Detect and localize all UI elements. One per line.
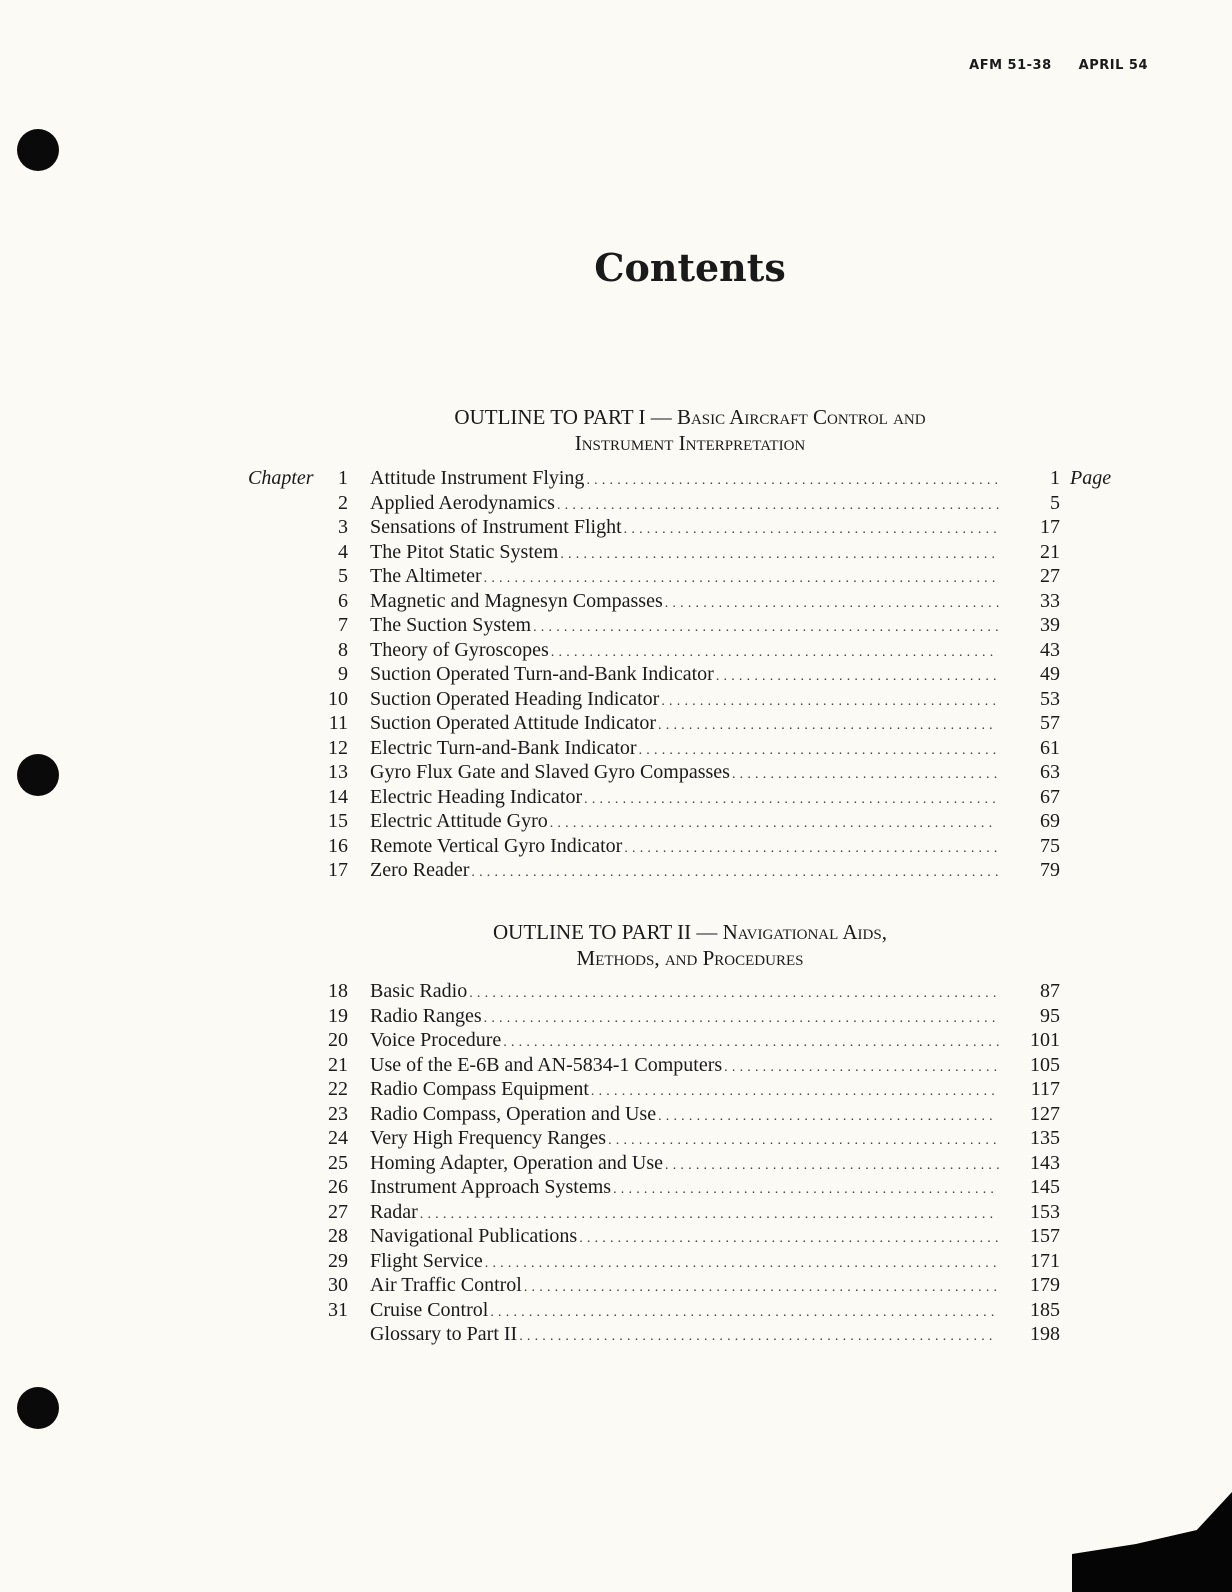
dot-leader: ................................... <box>731 767 1002 782</box>
chapter-number: 10 <box>328 687 348 710</box>
dot-leader: ............................................ <box>664 595 1004 611</box>
toc-entry[interactable] <box>240 589 1120 614</box>
page-number: 135 <box>1030 1127 1060 1149</box>
chapter-number: 7 <box>338 614 348 636</box>
page-label: Page <box>1070 467 1112 489</box>
dot-leader: ..................................................... <box>590 1084 999 1099</box>
chapter-number: 19 <box>328 1004 348 1027</box>
chapter-title: Electric Heading Indicator <box>370 785 583 808</box>
chapter-title: Flight Service <box>370 1249 483 1272</box>
chapter-number: 12 <box>328 736 348 759</box>
page-number: 171 <box>1030 1249 1060 1272</box>
dot-leader: ..................................................................... <box>469 986 1001 1001</box>
toc-entry[interactable] <box>240 491 1120 516</box>
part2-heading <box>260 919 1120 971</box>
chapter-label: Chapter <box>248 467 314 489</box>
toc-entry[interactable] <box>240 687 1120 712</box>
chapter-number: 4 <box>338 540 348 563</box>
page-number: 39 <box>1040 614 1060 636</box>
dot-leader: ..................................... <box>715 669 1001 684</box>
chapter-title: Cruise Control <box>370 1298 489 1321</box>
chapter-title: Sensations of Instrument Flight <box>370 516 622 538</box>
chapter-number: 13 <box>328 761 348 783</box>
chapter-number: 26 <box>328 1176 348 1198</box>
chapter-number: 8 <box>338 638 348 661</box>
toc-entry[interactable] <box>240 1102 1120 1127</box>
page-number: 61 <box>1040 736 1060 759</box>
chapter-number: 30 <box>328 1274 348 1296</box>
dot-leader: .................................... <box>724 1059 1002 1075</box>
toc-entry[interactable] <box>240 1249 1120 1274</box>
dot-leader: ...................................................... <box>584 791 1000 807</box>
page-number: 101 <box>1030 1029 1060 1051</box>
toc-entry[interactable] <box>240 1322 1120 1347</box>
chapter-title: Zero Reader <box>370 859 470 881</box>
page-number: 49 <box>1040 663 1060 685</box>
toc-entry[interactable] <box>240 1224 1120 1249</box>
dot-leader: ................................................................... <box>484 1255 1001 1271</box>
toc-entry[interactable] <box>240 1028 1120 1053</box>
dot-leader: ...................................................... <box>586 473 1003 488</box>
part2-heading-sub: Navigational Aids, <box>722 920 887 944</box>
chapter-title: Electric Attitude Gyro <box>370 810 548 832</box>
chapter-number: 16 <box>328 834 348 857</box>
toc-entry[interactable] <box>240 515 1120 540</box>
dot-leader: ................................................. <box>624 840 1002 856</box>
chapter-title: Homing Adapter, Operation and Use <box>370 1151 664 1174</box>
chapter-number: 23 <box>328 1102 348 1125</box>
page-number: 33 <box>1040 589 1060 612</box>
document-number: AFM 51-38 <box>969 58 1052 73</box>
chapter-title: Remote Vertical Gyro Indicator <box>370 834 623 857</box>
page-title: Contents <box>594 245 786 290</box>
chapter-title: Magnetic and Magnesyn Compasses <box>370 589 663 612</box>
chapter-title: Instrument Approach Systems <box>370 1176 612 1198</box>
toc-entry[interactable] <box>240 613 1120 638</box>
chapter-number: 21 <box>328 1053 348 1076</box>
page-number: 157 <box>1030 1225 1060 1247</box>
punch-hole <box>17 1387 59 1429</box>
page-number: 53 <box>1040 687 1060 710</box>
chapter-title: Gyro Flux Gate and Slaved Gyro Compasses <box>370 761 730 783</box>
chapter-title: Suction Operated Heading Indicator <box>370 687 660 710</box>
dot-leader: ......................................................... <box>560 546 1000 562</box>
toc-entry[interactable] <box>240 785 1120 810</box>
toc-entry[interactable] <box>240 564 1120 589</box>
page-number: 198 <box>1030 1323 1060 1345</box>
chapter-number: 25 <box>328 1151 348 1174</box>
part2-heading-sub2: Methods, and Procedures <box>576 946 804 970</box>
chapter-title: Theory of Gyroscopes <box>370 638 549 661</box>
chapter-title: Radar <box>370 1200 418 1223</box>
toc-entry[interactable] <box>240 662 1120 687</box>
chapter-number: 22 <box>328 1078 348 1100</box>
chapter-title: Use of the E-6B and AN-5834-1 Computers <box>370 1053 723 1076</box>
page-number: 79 <box>1040 859 1060 881</box>
dot-leader: ............................................ <box>661 693 1001 709</box>
page-number: 63 <box>1040 761 1060 783</box>
toc-entry[interactable] <box>240 1126 1120 1151</box>
chapter-title: Navigational Publications <box>370 1225 578 1247</box>
chapter-number: 15 <box>328 810 348 832</box>
page-number: 145 <box>1030 1176 1060 1198</box>
chapter-number: 24 <box>328 1127 348 1149</box>
dot-leader: ................................................. <box>623 522 1001 537</box>
dot-leader: .......................................................... <box>549 816 997 831</box>
toc-entry[interactable] <box>240 858 1120 883</box>
chapter-title: Attitude Instrument Flying <box>370 467 585 489</box>
dot-leader: ................................................................... <box>483 571 1000 586</box>
page-number: 179 <box>1030 1274 1060 1296</box>
dot-leader: .......................................................... <box>556 497 1004 513</box>
toc-entry[interactable] <box>240 1004 1120 1029</box>
punch-hole <box>17 754 59 796</box>
page-number: 67 <box>1040 785 1060 808</box>
page-number: 95 <box>1040 1004 1060 1027</box>
chapter-number: 20 <box>328 1029 348 1051</box>
punch-hole <box>17 129 59 171</box>
toc-entry[interactable] <box>240 638 1120 663</box>
chapter-title: Applied Aerodynamics <box>370 491 555 514</box>
dot-leader: .............................................................. <box>523 1280 1002 1295</box>
dot-leader: ............................................ <box>658 1108 997 1124</box>
page-header <box>947 58 1148 73</box>
page-number: 153 <box>1030 1200 1060 1223</box>
part1-heading-main: OUTLINE TO PART I — <box>454 405 672 429</box>
dot-leader: ............................................ <box>665 1157 1004 1173</box>
chapter-title: Very High Frequency Ranges <box>370 1127 607 1149</box>
document-date: APRIL 54 <box>1078 58 1148 73</box>
part2-heading-main: OUTLINE TO PART II — <box>493 920 718 944</box>
dot-leader: ................................................................... <box>483 1010 1000 1026</box>
toc-entry[interactable] <box>240 979 1120 1004</box>
chapter-number: 6 <box>338 589 348 612</box>
toc-entry[interactable] <box>240 809 1120 834</box>
scan-shadow-corner <box>1072 1492 1232 1592</box>
page-number: 5 <box>1050 491 1060 514</box>
page-number: 57 <box>1040 712 1060 734</box>
chapter-title: The Pitot Static System <box>370 540 559 563</box>
page-number: 127 <box>1030 1102 1060 1125</box>
chapter-number: 27 <box>328 1200 348 1223</box>
chapter-title: Voice Procedure <box>370 1029 502 1051</box>
chapter-title: Radio Compass, Operation and Use <box>370 1102 657 1125</box>
dot-leader: ....................................................... <box>579 1231 1003 1246</box>
chapter-number: 5 <box>338 565 348 587</box>
part1-heading <box>260 404 1120 456</box>
part2-contents-list <box>240 979 1120 1347</box>
part1-heading-sub: Basic Aircraft Control and <box>676 405 926 429</box>
chapter-number: 31 <box>328 1298 348 1321</box>
chapter-title: The Altimeter <box>370 565 482 587</box>
toc-entry[interactable] <box>240 711 1120 736</box>
page-number: 87 <box>1040 980 1060 1002</box>
page-number: 1 <box>1050 467 1060 489</box>
toc-entry[interactable] <box>240 1175 1120 1200</box>
toc-entry[interactable] <box>240 834 1120 859</box>
dot-leader: ............................................... <box>638 742 1001 758</box>
page-number: 75 <box>1040 834 1060 857</box>
toc-entry[interactable] <box>240 760 1120 785</box>
toc-entry[interactable] <box>240 1053 1120 1078</box>
dot-leader: .................................................................. <box>490 1304 999 1320</box>
toc-entry[interactable] <box>240 466 1120 491</box>
dot-leader: ........................................................................... <box>419 1206 998 1222</box>
dot-leader: ..................................................................... <box>471 865 1003 880</box>
toc-entry[interactable] <box>240 1151 1120 1176</box>
chapter-number: 1 <box>338 467 348 489</box>
chapter-title: Glossary to Part II <box>370 1323 518 1345</box>
dot-leader: ............................................ <box>658 718 997 733</box>
toc-entry[interactable] <box>240 1298 1120 1323</box>
page-number: 185 <box>1030 1298 1060 1321</box>
chapter-number: 17 <box>328 859 348 881</box>
chapter-number: 2 <box>338 491 348 514</box>
dot-leader: ................................................................. <box>503 1035 1004 1050</box>
part1-contents-list <box>240 466 1120 883</box>
chapter-title: Radio Ranges <box>370 1004 482 1027</box>
dot-leader: .................................................. <box>613 1182 999 1197</box>
page-number: 17 <box>1040 516 1060 538</box>
chapter-number: 29 <box>328 1249 348 1272</box>
page-number: 21 <box>1040 540 1060 563</box>
chapter-title: Electric Turn-and-Bank Indicator <box>370 736 637 759</box>
toc-entry[interactable] <box>240 1200 1120 1225</box>
chapter-number: 9 <box>338 663 348 685</box>
chapter-title: The Suction System <box>370 614 532 636</box>
chapter-number: 14 <box>328 785 348 808</box>
chapter-title: Suction Operated Turn-and-Bank Indicator <box>370 663 714 685</box>
chapter-title: Suction Operated Attitude Indicator <box>370 712 657 734</box>
toc-entry[interactable] <box>240 1273 1120 1298</box>
toc-entry[interactable] <box>240 736 1120 761</box>
chapter-title: Basic Radio <box>370 980 468 1002</box>
page-number: 105 <box>1030 1053 1060 1076</box>
part1-heading-sub2: Instrument Interpretation <box>574 431 806 455</box>
dot-leader: .......................................................... <box>550 644 998 660</box>
page-number: 143 <box>1030 1151 1060 1174</box>
chapter-number: 28 <box>328 1225 348 1247</box>
toc-entry[interactable] <box>240 1077 1120 1102</box>
toc-entry[interactable] <box>240 540 1120 565</box>
dot-leader: ................................................... <box>608 1133 1001 1148</box>
page-number: 69 <box>1040 810 1060 832</box>
page-number: 43 <box>1040 638 1060 661</box>
chapter-number: 3 <box>338 516 348 538</box>
dot-leader: ............................................................. <box>533 620 1003 635</box>
dot-leader: .............................................................. <box>519 1329 997 1344</box>
chapter-title: Air Traffic Control <box>370 1274 522 1296</box>
chapter-title: Radio Compass Equipment <box>370 1078 589 1100</box>
page-number: 27 <box>1040 565 1060 587</box>
chapter-number: 18 <box>328 980 348 1002</box>
chapter-number: 11 <box>328 712 348 734</box>
page-number: 117 <box>1030 1078 1060 1100</box>
